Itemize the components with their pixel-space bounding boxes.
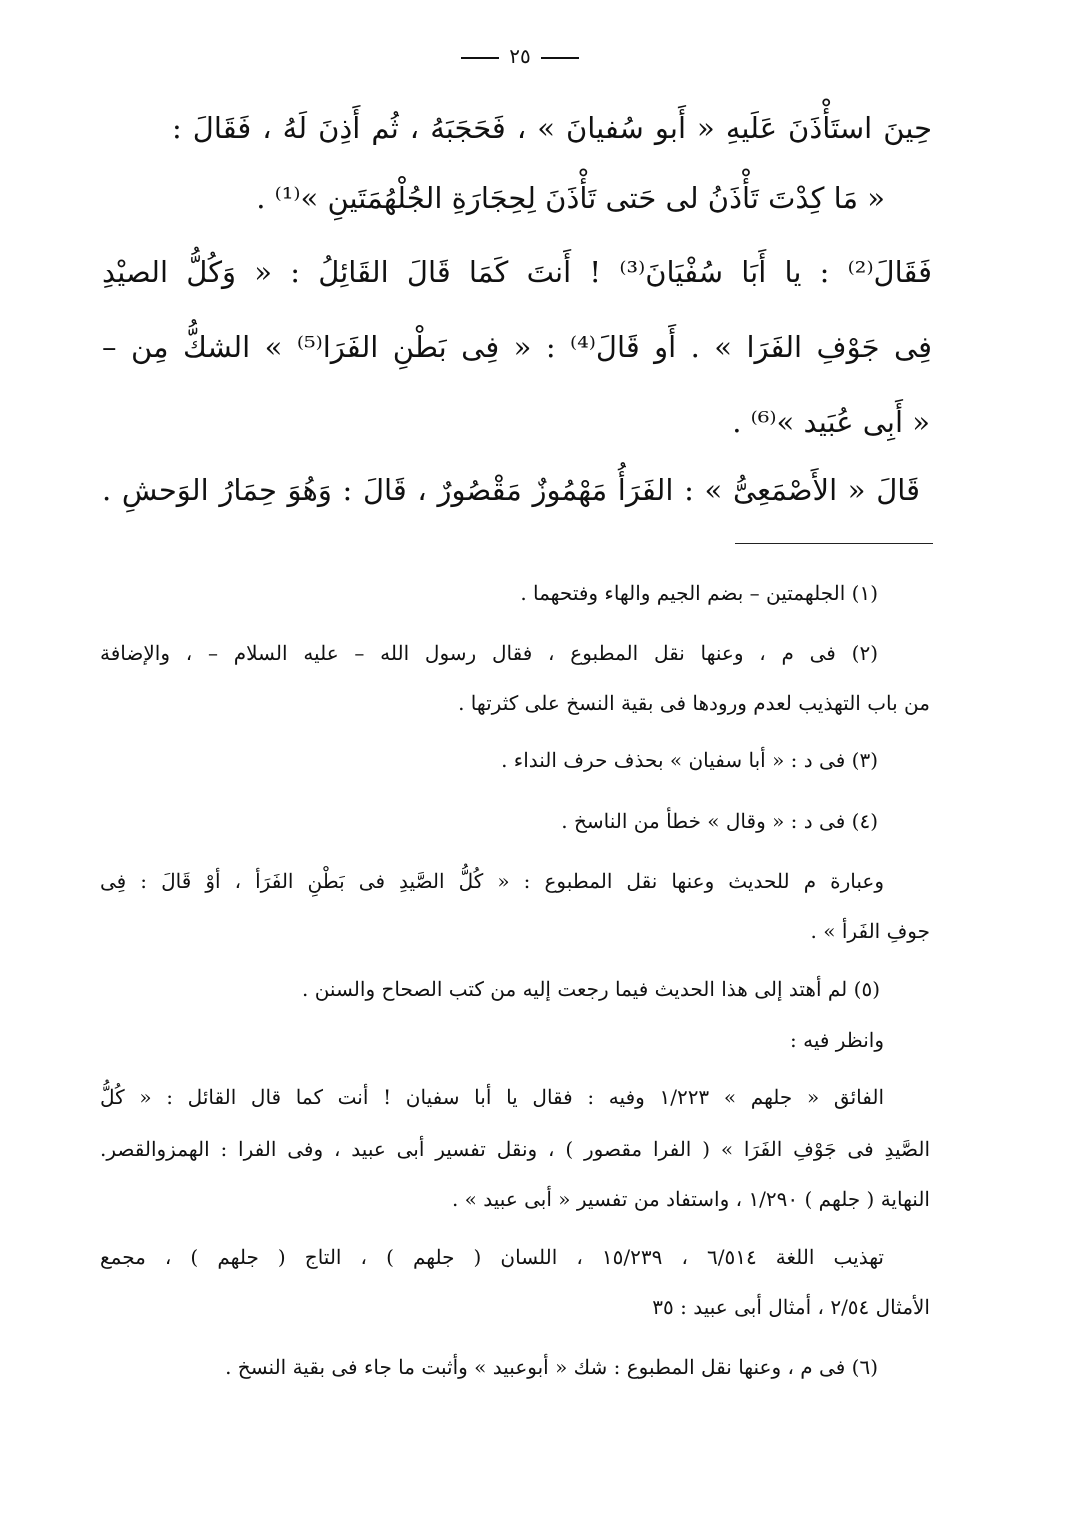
footnote-5-tahdhib-line-1: تهذيب اللغة ٦/٥١٤ ، ١٥/٢٣٩ ، اللسان ( جلهم ) ، التاج ( جلهم ) ، مجمع [100, 1245, 884, 1269]
main-text-line-1: حِينَ استَأْذَنَ عَلَيهِ « أَبو سُفيانَ » ، فَحَجَبَهُ ، ثُم أَذِنَ لَهُ ، فَقَالَ : [172, 111, 932, 145]
page-number-dash-left [461, 57, 499, 59]
footnote-6: (٦) فى م ، وعنها نقل المطبوع : شك « أبوعبيد » وأثبت ما جاء فى بقية النسخ . [225, 1355, 878, 1379]
footnote-5-fa2iq-line-1: الفائق « جلهم » ١/٢٢٣ وفيه : فقال يا أبا سفيان ! أنت كما قال القائل : « كُلُّ [100, 1085, 884, 1109]
footnote-5: (٥) لم أهتد إلى هذا الحديث فيما رجعت إليه من كتب الصحاح والسنن . [301, 977, 880, 1001]
footnote-4-cont-line-2: جوفِ الفَرأ » . [810, 919, 930, 943]
page-number-dash-right [541, 57, 579, 59]
footnote-4: (٤) فى د : « وقال » خطأ من الناسخ . [561, 809, 878, 833]
main-text-line-2: « مَا كِدْتَ تَأْذَنُ لى حَتى تَأْذَنَ لِحِجَارَةِ الجُلْهُمَتَينِ »⁽¹⁾ . [256, 181, 885, 215]
main-text-line-5: « أَبِى عُبَيد »⁽⁶⁾ . [732, 405, 930, 439]
footnote-5-see-also: وانظر فيه : [790, 1028, 884, 1052]
footnote-2-line-2: من باب التهذيب لعدم ورودها فى بقية النسخ على كثرتها . [458, 691, 930, 715]
footnote-4-cont-line-1: وعبارة م للحديث وعنها نقل المطبوع : « كُلُّ الصَّيدِ فى بَطْنِ الفَرَأ ، أوْ قَالَ : فِى [100, 869, 884, 893]
page-number-header [0, 44, 1040, 68]
footnote-divider [735, 543, 933, 544]
footnote-1: (١) الجلهمتين – بضم الجيم والهاء وفتحهما . [520, 581, 878, 605]
footnote-2-line-1: (٢) فى م ، وعنها نقل المطبوع ، فقال رسول الله – عليه السلام – ، والإضافة [100, 641, 878, 665]
footnote-5-nihaya: النهاية ( جلهم ) ١/٢٩٠ ، واستفاد من تفسير « أبى عبيد » . [451, 1187, 930, 1211]
main-text-line-3: فَقَالَ⁽²⁾ : يا أَبَا سُفْيَانَ⁽³⁾ ! أَنتَ كَمَا قَالَ القَائِلُ : « وَكُلُّ الصيْدِ [102, 255, 932, 289]
footnote-5-fa2iq-line-2: الصَّيدِ فى جَوْفِ الفَرَا » ( الفرا مقصور ) ، ونقل تفسير أبى عبيد ، وفى الفرا : الهمزوالقصر. [100, 1137, 930, 1161]
page-number: ٢٥ [509, 44, 531, 68]
footnote-3: (٣) فى د : « أبا سفيان » بحذف حرف النداء . [501, 748, 878, 772]
main-text-line-4: فِى جَوْفِ الفَرَا » . أَو قَالَ⁽⁴⁾ : « فِى بَطْنِ الفَرَا⁽⁵⁾ » الشكُّ مِن – [102, 330, 932, 364]
main-text-line-6: قَالَ « الأَصْمَعِىُّ » : الفَرَأُ مَهْمُوزٌ مَقْصُورٌ ، قَالَ : وَهُوَ حِمَارُ الوَحشِ . [102, 473, 920, 507]
footnote-5-tahdhib-line-2: الأمثال ٢/٥٤ ، أمثال أبى عبيد : ٣٥ [652, 1295, 930, 1319]
